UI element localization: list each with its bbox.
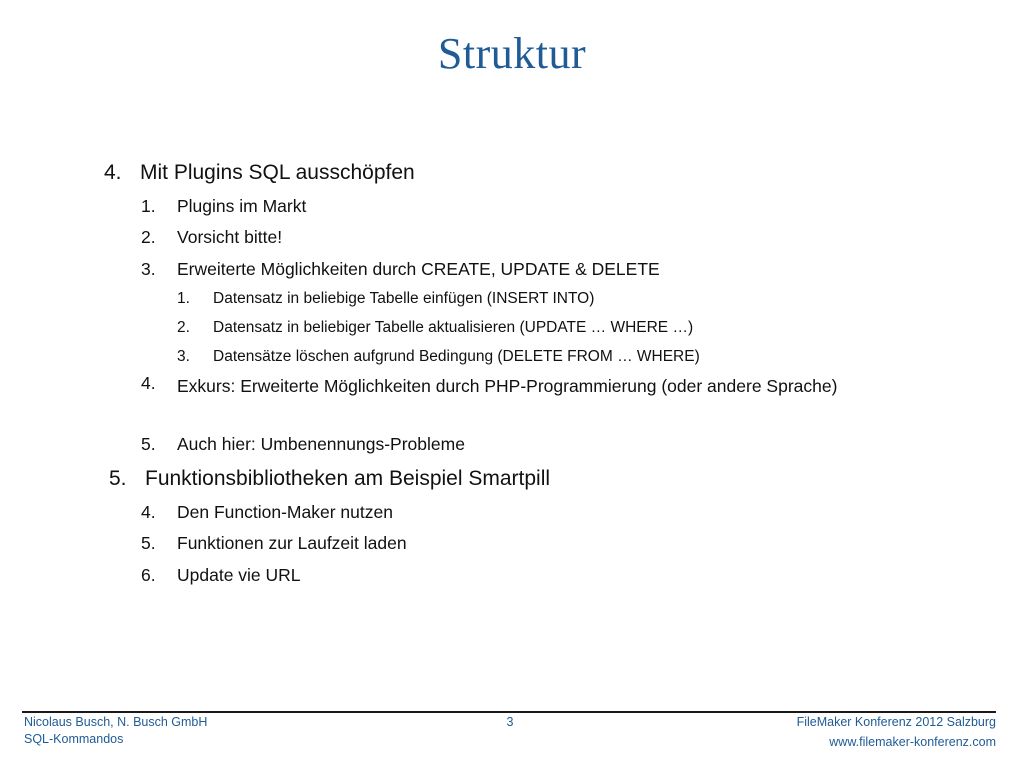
outline-item (141, 373, 861, 399)
item-number: 5. (141, 533, 156, 553)
item-text: Datensatz in beliebiger Tabelle aktualisieren (UPDATE … WHERE …) (213, 319, 694, 336)
item-text: Mit Plugins SQL ausschöpfen (140, 161, 415, 184)
item-text: Update vie URL (177, 565, 301, 585)
item-text: Auch hier: Umbenennungs-Probleme (177, 434, 465, 454)
footer-website: www.filemaker-konferenz.com (829, 735, 996, 749)
footer-author: Nicolaus Busch, N. Busch GmbH (24, 715, 208, 729)
outline-item (141, 530, 407, 556)
item-number: 4. (104, 161, 122, 184)
footer-event: FileMaker Konferenz 2012 Salzburg (796, 715, 996, 729)
outline-item (177, 345, 700, 368)
outline-item (141, 224, 282, 250)
outline-item (104, 157, 415, 189)
outline-item (177, 287, 594, 310)
item-text: Vorsicht bitte! (177, 227, 283, 247)
footer-page-number: 3 (506, 715, 514, 729)
item-text: Funktionen zur Laufzeit laden (177, 533, 407, 553)
item-number: 3. (177, 348, 190, 365)
item-number: 1. (141, 196, 156, 216)
item-number: 6. (141, 565, 156, 585)
item-number: 3. (141, 259, 156, 279)
outline-item (141, 499, 393, 525)
item-text: Den Function-Maker nutzen (177, 502, 393, 522)
footer-topic: SQL-Kommandos (24, 732, 124, 746)
item-number: 2. (141, 227, 156, 247)
outline-item (141, 562, 301, 588)
outline-item (141, 256, 660, 282)
item-text: Plugins im Markt (177, 196, 307, 216)
slide-title: Struktur (437, 29, 587, 78)
item-number: 1. (177, 290, 190, 307)
item-text: Datensatz in beliebige Tabelle einfügen (INSERT INTO) (213, 290, 595, 307)
item-text: Datensätze löschen aufgrund Bedingung (DELETE FROM … WHERE) (213, 348, 700, 365)
footer-divider (22, 711, 996, 713)
item-number: 4. (141, 373, 156, 393)
outline-item (177, 316, 693, 339)
item-number: 2. (177, 319, 190, 336)
item-number: 4. (141, 502, 156, 522)
item-text: Exkurs: Erweiterte Möglichkeiten durch PHP-Programmierung (oder andere Sprache) (177, 376, 838, 396)
item-text: Funktionsbibliotheken am Beispiel Smartpill (145, 467, 551, 490)
item-number: 5. (141, 434, 156, 454)
item-number: 5. (109, 467, 127, 490)
outline-item (109, 463, 550, 495)
item-text: Erweiterte Möglichkeiten durch CREATE, UPDATE & DELETE (177, 259, 660, 279)
outline-item (141, 193, 306, 219)
outline-item (141, 431, 465, 457)
